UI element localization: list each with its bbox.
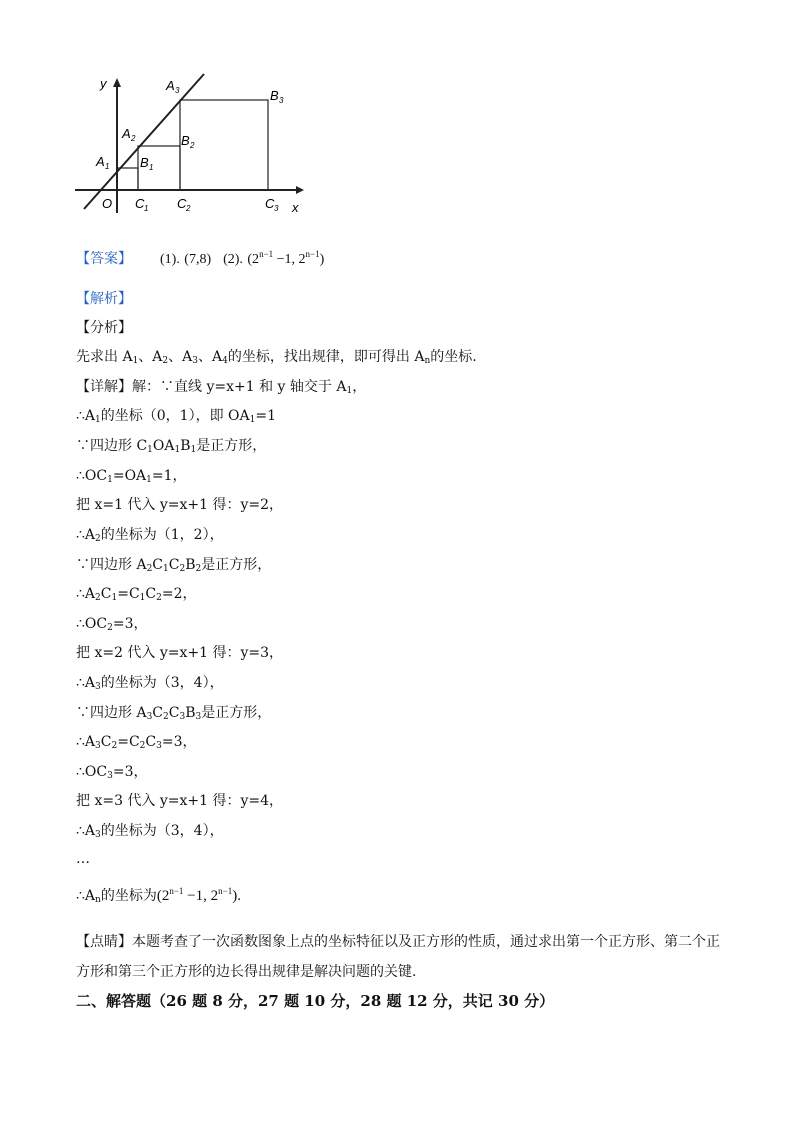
label-x: x bbox=[292, 200, 299, 215]
section-title: 二、解答题（26 题 8 分，27 题 10 分，28 题 12 分，共记 30 分） bbox=[76, 992, 555, 1010]
label-origin: O bbox=[102, 196, 113, 211]
answer-part2-value: ($2^{n-1} -1$, $2^{n-1}$) bbox=[247, 249, 325, 267]
label-b1: B bbox=[140, 155, 149, 170]
label-a3-sub: 3 bbox=[175, 86, 180, 95]
dianjing-line-2: 方形和第三个正方形的边长得出规律是解决问题的关键. bbox=[76, 964, 417, 980]
label-c3: C bbox=[265, 196, 275, 211]
dianjing-line-1: 【点睛】本题考查了一次函数图象上点的坐标特征以及正方形的性质，通过求出第一个正方形、第二个正 bbox=[76, 934, 720, 950]
step-4: $\therefore OC_1=OA_1=1$， bbox=[76, 468, 187, 485]
answer-part2-label: (2). bbox=[223, 252, 243, 267]
label-c2: C bbox=[177, 196, 187, 211]
label-a3: A bbox=[166, 78, 175, 93]
label-b2: B bbox=[181, 133, 190, 148]
label-a2: A bbox=[122, 126, 131, 141]
step-2: $\therefore A_1$的坐标（0，1），即 $OA_1=1$ bbox=[76, 408, 276, 425]
step-8: $\therefore A_2C_1=C_1C_2=2$， bbox=[76, 586, 197, 603]
answer-part1-label: (1). bbox=[160, 252, 180, 267]
answer-tag: 【答案】 bbox=[76, 251, 132, 267]
step-9: $\therefore OC_2=3$， bbox=[76, 616, 148, 633]
step-1: 【详解】解：∵直线 y=x+1 和 y 轴交于 $A_1$， bbox=[76, 379, 367, 396]
label-a2-sub: 2 bbox=[131, 134, 136, 143]
answer-part1-value: (7,8) bbox=[184, 252, 212, 267]
label-b1-sub: 1 bbox=[149, 163, 154, 172]
y-axis-arrow bbox=[113, 78, 121, 87]
step-15: 把 x=3 代入 y=x+1 得：y=4， bbox=[76, 793, 284, 809]
label-a1-sub: 1 bbox=[105, 162, 110, 171]
figure-svg bbox=[70, 70, 310, 220]
coordinate-figure bbox=[70, 70, 310, 220]
label-b2-sub: 2 bbox=[190, 141, 195, 150]
step-3: ∵四边形 $C_1OA_1B_1$是正方形， bbox=[76, 438, 267, 455]
label-c2-sub: 2 bbox=[186, 204, 191, 213]
step-12: ∵四边形 $A_3C_2C_3B_3$是正方形， bbox=[76, 705, 272, 722]
step-6: $\therefore A_2$的坐标为（1，2）， bbox=[76, 527, 224, 544]
fenxi-text: 先求出 $A_1$、$A_2$、$A_3$、$A_4$的坐标，找出规律，即可得出 $A_n$的坐标. bbox=[76, 349, 477, 366]
jiexi-heading: 【解析】 bbox=[76, 291, 132, 307]
step-5: 把 x=1 代入 y=x+1 得：y=2， bbox=[76, 497, 284, 513]
step-14: $\therefore OC_3=3$， bbox=[76, 764, 148, 781]
step-7: ∵四边形 $A_2C_1C_2B_2$是正方形， bbox=[76, 557, 272, 574]
x-axis-arrow bbox=[296, 186, 304, 194]
step-11: $\therefore A_3$的坐标为（3，4）， bbox=[76, 675, 224, 692]
label-c1: C bbox=[135, 196, 145, 211]
label-c1-sub: 1 bbox=[144, 204, 149, 213]
label-a1: A bbox=[96, 154, 105, 169]
step-final: $\therefore A_n$的坐标为($2^{n-1} -1$, $2^{n-1}$). bbox=[76, 886, 241, 905]
fenxi-heading: 【分析】 bbox=[76, 320, 132, 336]
label-b3: B bbox=[270, 88, 279, 103]
step-16: $\therefore A_3$的坐标为（3，4）， bbox=[76, 823, 224, 840]
label-y: y bbox=[100, 76, 107, 91]
step-10: 把 x=2 代入 y=x+1 得：y=3， bbox=[76, 645, 284, 661]
step-13: $\therefore A_3C_2=C_2C_3=3$， bbox=[76, 734, 197, 751]
label-c3-sub: 3 bbox=[274, 204, 279, 213]
dianjing-tag: 【点睛】 bbox=[76, 934, 132, 950]
answer-line bbox=[76, 249, 324, 270]
square-1 bbox=[117, 168, 138, 190]
label-b3-sub: 3 bbox=[279, 96, 284, 105]
step-ellipsis: … bbox=[76, 851, 90, 867]
